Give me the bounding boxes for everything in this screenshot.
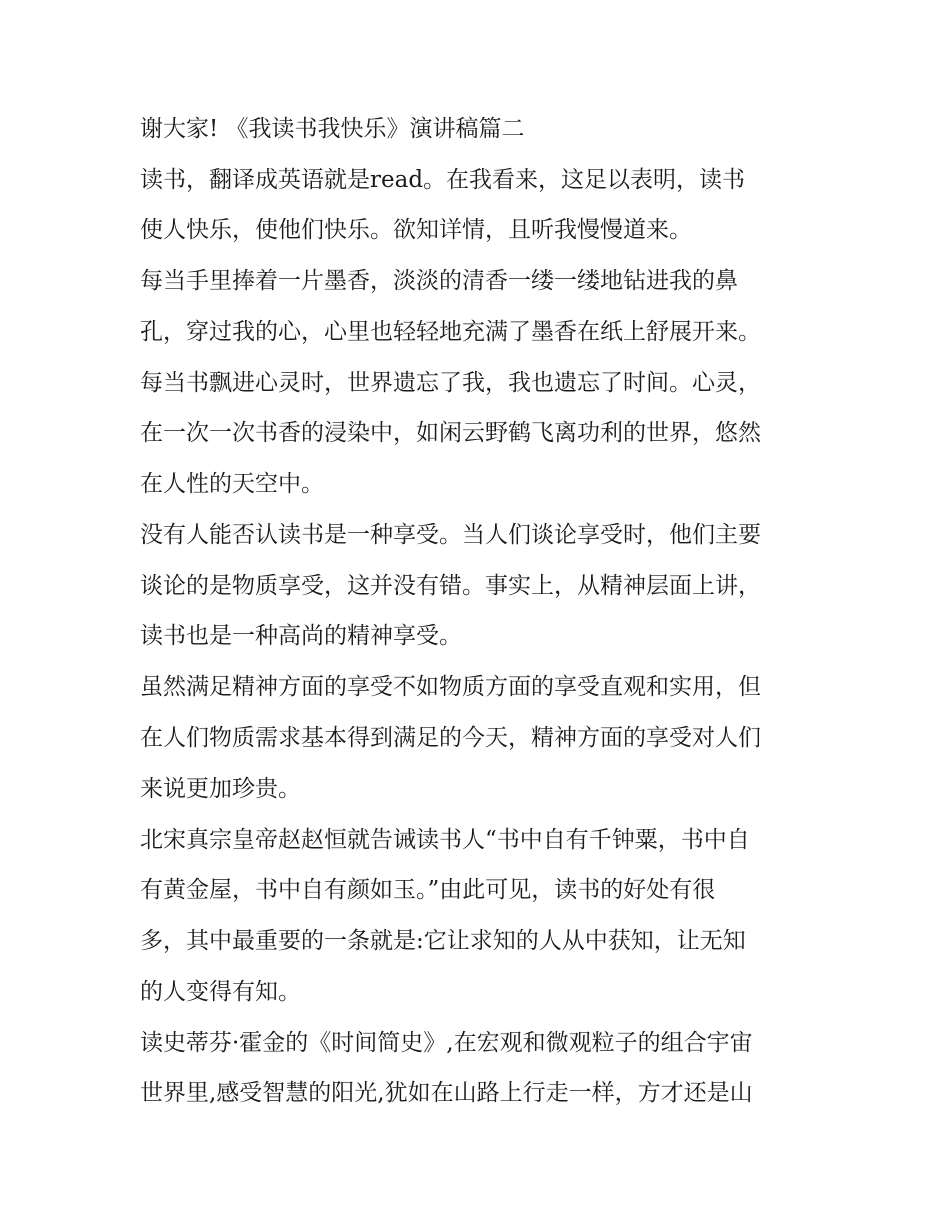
text-line: 在人性的天空中。 xyxy=(140,471,324,497)
text-line: 没有人能否认读书是一种享受。当人们谈论享受时，他们主要 xyxy=(140,522,761,548)
text-line: 谢大家! 《我读书我快乐》演讲稿篇二 xyxy=(140,116,525,142)
text-line: 每当手里捧着一片墨香，淡淡的清香一缕一缕地钻进我的鼻 xyxy=(140,268,738,294)
text-line: 谈论的是物质享受，这并没有错。事实上，从精神层面上讲， xyxy=(140,573,761,599)
text-line: 的人变得有知。 xyxy=(140,979,301,1005)
text-line: 在人们物质需求基本得到满足的今天，精神方面的享受对人们 xyxy=(140,725,761,751)
text-line: 读书，翻译成英语就是read。在我看来，这足以表明，读书 xyxy=(140,167,746,193)
text-line: 孔，穿过我的心，心里也轻轻地充满了墨香在纸上舒展开来。 xyxy=(140,319,761,345)
text-line: 多，其中最重要的一条就是:它让求知的人从中获知，让无知 xyxy=(140,928,746,954)
text-line: 读史蒂芬·霍金的《时间简史》,在宏观和微观粒子的组合宇宙 xyxy=(140,1030,753,1056)
text-line: 读书也是一种高尚的精神享受。 xyxy=(140,623,462,649)
text-line: 虽然满足精神方面的享受不如物质方面的享受直观和实用，但 xyxy=(140,674,761,700)
text-line: 在一次一次书香的浸染中，如闲云野鹤飞离功利的世界，悠然 xyxy=(140,420,761,446)
text-line: 来说更加珍贵。 xyxy=(140,776,301,802)
text-line: 使人快乐，使他们快乐。欲知详情，且听我慢慢道来。 xyxy=(140,217,692,243)
text-line: 世界里,感受智慧的阳光,犹如在山路上行走一样，方才还是山 xyxy=(140,1080,753,1106)
text-line: 每当书飘进心灵时，世界遗忘了我，我也遗忘了时间。心灵， xyxy=(140,370,761,396)
text-line: 有黄金屋，书中自有颜如玉。”由此可见，读书的好处有很 xyxy=(140,877,716,903)
text-line: 北宋真宗皇帝赵赵恒就告诫读书人“书中自有千钟粟，书中自 xyxy=(140,827,750,853)
